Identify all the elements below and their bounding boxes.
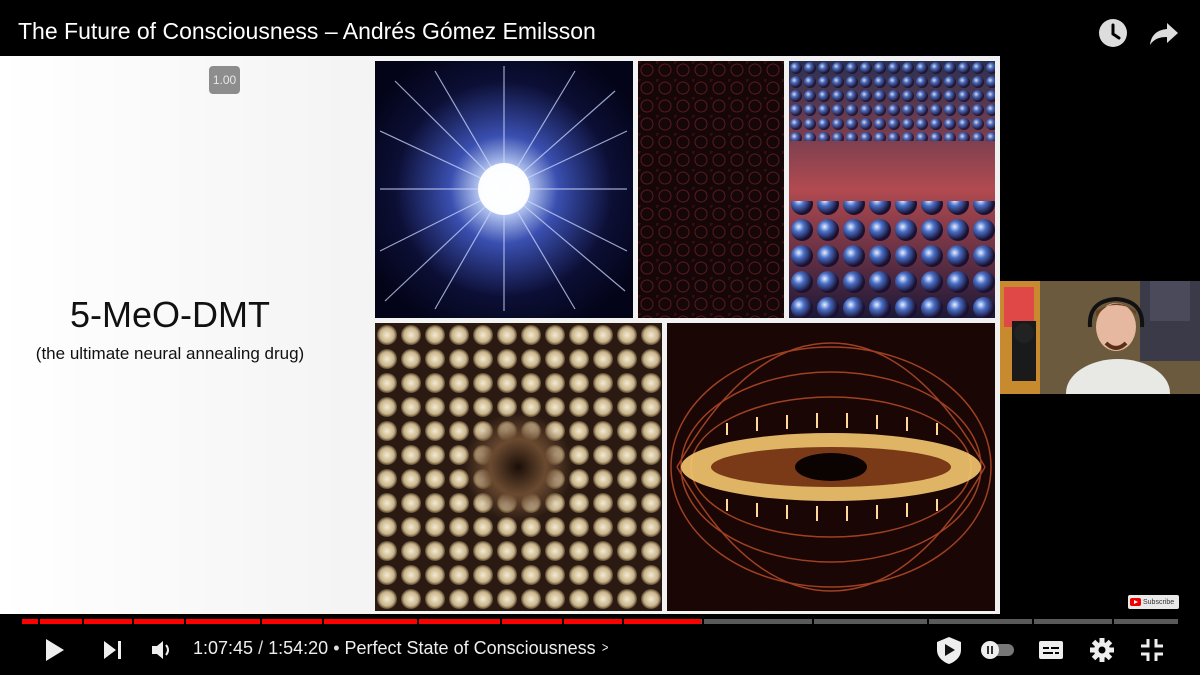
volume-button[interactable] xyxy=(149,634,173,666)
subscribe-label: Subscribe xyxy=(1143,598,1175,606)
time-display xyxy=(193,638,609,659)
play-button[interactable] xyxy=(42,634,68,666)
spheres-image xyxy=(789,61,995,318)
chapter-gap xyxy=(812,619,814,624)
subscribe-watermark[interactable] xyxy=(1128,595,1179,609)
subtitles-icon xyxy=(1037,634,1065,666)
time-separator: / xyxy=(258,638,264,658)
next-icon xyxy=(101,635,125,665)
eye-mandala-image xyxy=(667,323,995,611)
subtitles-button[interactable] xyxy=(1037,634,1065,666)
chapter-gap xyxy=(1032,619,1034,624)
volume-icon xyxy=(149,635,173,665)
video-frame[interactable] xyxy=(0,56,1000,614)
chapter-gap xyxy=(702,619,704,624)
play-icon xyxy=(42,635,68,665)
video-title[interactable]: The Future of Consciousness – Andrés Gómez Emilsson xyxy=(18,18,596,44)
autoplay-toggle[interactable] xyxy=(978,634,1018,666)
lattice-image xyxy=(375,323,662,611)
share-arrow-icon[interactable] xyxy=(1148,16,1182,50)
current-time: 1:07:45 xyxy=(193,638,254,658)
starburst-image xyxy=(375,61,633,318)
chapter-gap xyxy=(1112,619,1114,624)
settings-button[interactable] xyxy=(1088,634,1116,666)
duration: 1:54:20 xyxy=(268,638,329,658)
slide-title: 5-MeO-DMT xyxy=(70,294,270,335)
youtube-logo-icon xyxy=(1130,598,1141,606)
next-button[interactable] xyxy=(101,634,125,666)
chapter-chevron-icon[interactable]: > xyxy=(601,639,609,655)
settings-gear-icon xyxy=(1088,634,1116,666)
webcam-overlay xyxy=(1000,281,1200,394)
shield-button[interactable] xyxy=(933,634,965,666)
chapter-title[interactable]: Perfect State of Consciousness xyxy=(344,638,596,658)
exit-fullscreen-icon xyxy=(1138,634,1166,666)
autoplay-toggle-icon xyxy=(978,634,1018,666)
chapter-bullet: • xyxy=(333,638,340,658)
slide-subtitle: (the ultimate neural annealing drug) xyxy=(35,344,305,363)
progress-bar[interactable] xyxy=(22,619,1178,624)
clock-icon[interactable] xyxy=(1096,16,1130,50)
dark-pattern-image xyxy=(638,61,784,318)
progress-fill xyxy=(22,619,701,624)
chapter-gap xyxy=(927,619,929,624)
exit-fullscreen-button[interactable] xyxy=(1138,634,1166,666)
shield-icon xyxy=(933,634,965,666)
playback-speed-badge: 1.00 xyxy=(209,66,240,94)
